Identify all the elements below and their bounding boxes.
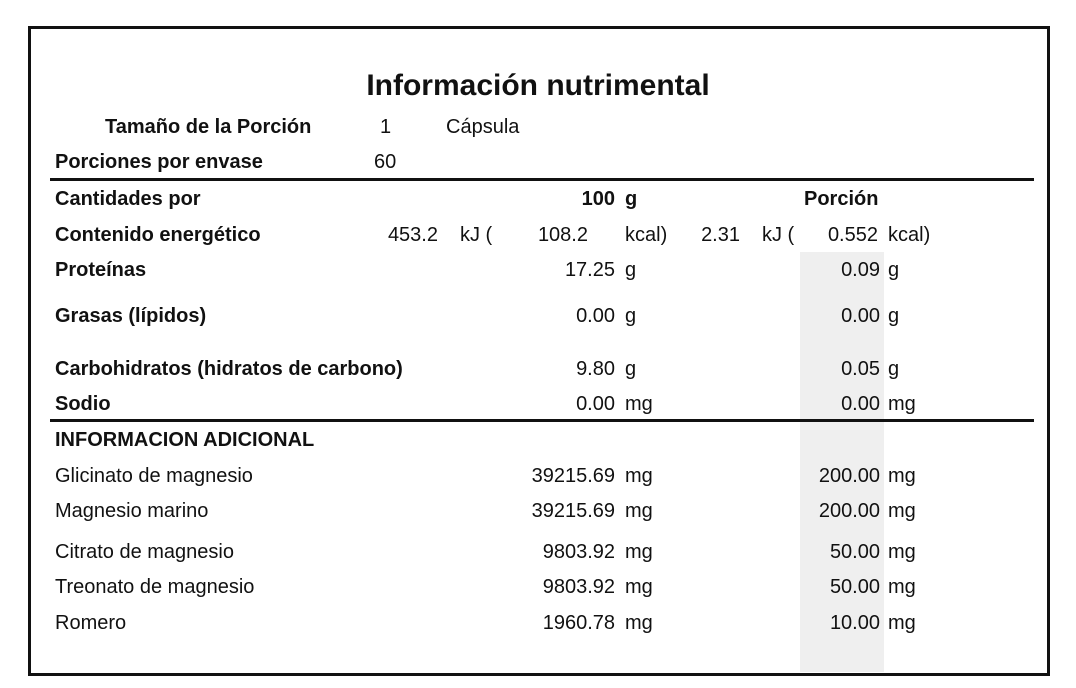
energy-kj-unit-100: kJ ( [460, 224, 493, 246]
amounts-per-label: Cantidades por [55, 188, 201, 210]
additional-heading: INFORMACION ADICIONAL [55, 429, 315, 451]
additional-unit-100: mg [625, 576, 653, 598]
nutrient-portion: 0.05 [841, 358, 880, 380]
nutrient-portion: 0.00 [841, 393, 880, 415]
additional-per100: 39215.69 [531, 500, 615, 522]
serving-size-value: 1 [380, 116, 392, 138]
per100-unit: g [625, 188, 638, 210]
additional-label: Romero [55, 612, 127, 634]
additional-unit-portion: mg [888, 612, 916, 634]
portion-label: Porción [804, 188, 879, 210]
nutrient-label: Carbohidratos (hidratos de carbono) [55, 358, 403, 380]
nutrient-unit-100: g [625, 358, 637, 380]
additional-portion: 10.00 [829, 612, 880, 634]
page-title: Información nutrimental [366, 69, 710, 102]
additional-portion: 50.00 [829, 541, 880, 563]
nutrient-per100: 0.00 [576, 393, 615, 415]
additional-per100: 9803.92 [542, 541, 615, 563]
additional-unit-portion: mg [888, 465, 916, 487]
nutrient-label: Grasas (lípidos) [55, 305, 207, 327]
additional-label: Glicinato de magnesio [55, 465, 253, 487]
nutrient-unit-100: mg [625, 393, 653, 415]
nutrient-unit-100: g [625, 305, 637, 327]
additional-unit-100: mg [625, 465, 653, 487]
nutrient-portion: 0.00 [841, 305, 880, 327]
nutrient-unit-portion: g [888, 305, 900, 327]
nutrient-unit-100: g [625, 259, 637, 281]
additional-rule [50, 419, 1034, 422]
servings-per-pack-value: 60 [374, 151, 397, 173]
additional-unit-portion: mg [888, 541, 916, 563]
energy-kj-100: 453.2 [387, 224, 438, 246]
nutrient-unit-portion: g [888, 259, 900, 281]
nutrient-per100: 9.80 [576, 358, 615, 380]
header-rule [50, 178, 1034, 181]
nutrient-unit-portion: mg [888, 393, 916, 415]
energy-kj-portion: 2.31 [701, 224, 740, 246]
energy-kj-unit-portion: kJ ( [762, 224, 795, 246]
nutrient-label: Sodio [55, 393, 111, 415]
additional-unit-portion: mg [888, 576, 916, 598]
nutrient-per100: 17.25 [564, 259, 615, 281]
additional-portion: 200.00 [818, 465, 880, 487]
additional-unit-portion: mg [888, 500, 916, 522]
serving-size-label: Tamaño de la Porción [105, 116, 312, 138]
additional-unit-100: mg [625, 541, 653, 563]
nutrient-label: Proteínas [55, 259, 147, 281]
additional-label: Citrato de magnesio [55, 541, 234, 563]
energy-label: Contenido energético [55, 224, 261, 246]
additional-unit-100: mg [625, 500, 653, 522]
additional-label: Magnesio marino [55, 500, 209, 522]
additional-per100: 1960.78 [542, 612, 615, 634]
energy-kcal-unit-100: kcal) [625, 224, 668, 246]
energy-kcal-unit-portion: kcal) [888, 224, 931, 246]
additional-label: Treonato de magnesio [55, 576, 255, 598]
energy-kcal-portion: 0.552 [827, 224, 878, 246]
nutrient-unit-portion: g [888, 358, 900, 380]
nutrient-portion: 0.09 [841, 259, 880, 281]
additional-portion: 200.00 [818, 500, 880, 522]
additional-per100: 9803.92 [542, 576, 615, 598]
nutrient-per100: 0.00 [576, 305, 615, 327]
additional-unit-100: mg [625, 612, 653, 634]
additional-portion: 50.00 [829, 576, 880, 598]
energy-kcal-100: 108.2 [537, 224, 588, 246]
additional-per100: 39215.69 [531, 465, 615, 487]
per100-value: 100 [581, 188, 615, 210]
servings-per-pack-label: Porciones por envase [55, 151, 263, 173]
serving-size-unit: Cápsula [446, 116, 520, 138]
